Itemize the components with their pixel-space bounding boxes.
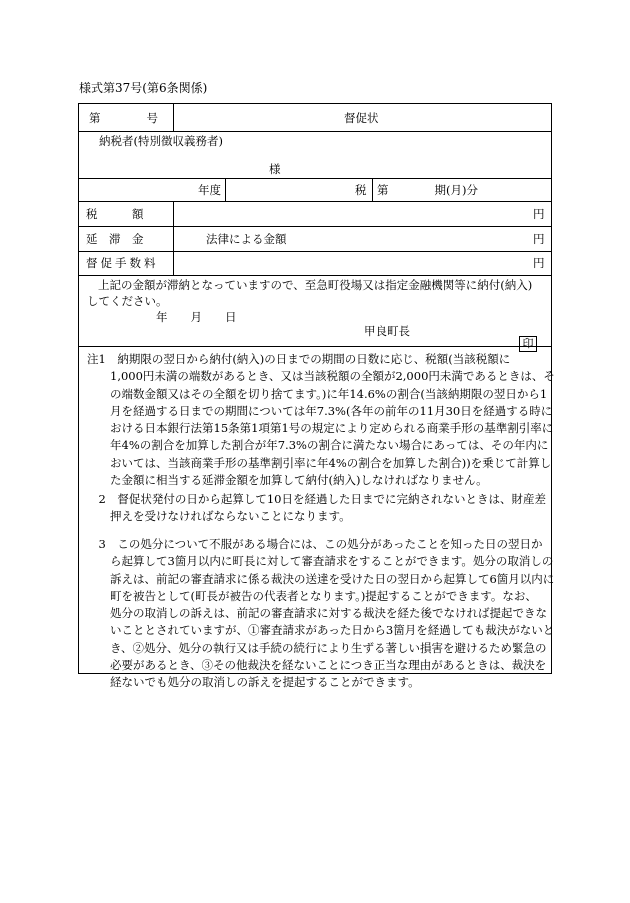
row-divider-delinquency — [79, 251, 551, 252]
taxpayer-label: 納税者(特別徴収義務者) — [99, 134, 223, 148]
col-divider-header — [173, 104, 174, 131]
col-divider-tax — [372, 178, 373, 201]
notice-line-2: してください。 — [87, 294, 168, 308]
col-divider-year — [225, 178, 226, 201]
row-divider-notice — [79, 346, 551, 347]
delinquency-unit: 円 — [533, 232, 545, 246]
delinquency-note: 法律による金額 — [206, 232, 287, 246]
col-divider-amounts — [173, 201, 174, 275]
document-title: 督促状 — [344, 111, 379, 125]
delinquency-label: 延 滞 金 — [86, 232, 144, 246]
fee-unit: 円 — [533, 256, 545, 270]
row-divider-tax — [79, 226, 551, 227]
row-divider-fee — [79, 275, 551, 276]
row-divider-period — [79, 201, 551, 202]
demand-notice-form — [78, 103, 555, 690]
note-3: 3 この処分について不服がある場合には、この処分があったことを知った日の翌日か ら起算して3箇月以内に町長に対して審査請求をすることができます。処分の取消しの 訴えは、前記の審査請求に係る裁決の送達を受けた日の翌日から起算して6箇月以内に 町を被告として(町長が被告の代表者となります。)提起することができます。なお、 処分の取消しの訴えは、前記の審査請求に対する裁決を経た後でなければ提起できな いこととされていますが、①審査請求があった日から3箇月を経過しても裁決がないと き、②処分、処分の執行又は手続の続行により生ずる著しい損害を避けるため緊急の 必要があるとき、③その他裁決を経ないことにつき正当な理由があるときは、裁決を 経ないでも処分の取消しの訴えを提起することができます。 — [98, 537, 555, 690]
notice-date: 年 月 日 — [156, 310, 237, 324]
tax-type-label: 税 — [355, 183, 367, 197]
row-divider-header — [79, 131, 551, 132]
fiscal-year-label: 年度 — [198, 183, 221, 197]
form-number-title: 様式第37号(第6条関係) — [79, 81, 208, 95]
row-divider-taxpayer — [79, 178, 551, 179]
note-1: 注1 納期限の翌日から納付(納入)の日までの期間の日数に応じ、税額(当該税額に 1,000円未満の端数があるとき、又は当該税額の全額が2,000円未満であるときは、そ の端数金額又はその全額を切り捨てます。)に年14.6%の割合(当該納期限の翌日から1 月を経過する日までの期間については年7.3%(各年の前年の11月30日を経過する時に おける日本銀行法第15条第1項第1号の規定により定められる商業手形の基準割引率に 年4%の割合を加算した割合が年7.3%の割合に満たない場合にあっては、その年内に おいては、当該商業手形の基準割引率に年4%の割合を加算した割合))を乗じて計算し た金額に相当する延滞金額を加算して納付(納入)しなければなりません。 — [87, 352, 555, 488]
tax-amount-unit: 円 — [533, 207, 545, 221]
seal-mark: 印 — [519, 336, 537, 352]
taxpayer-honorific: 様 — [269, 162, 281, 176]
notice-line-1: 上記の金額が滞納となっていますので、至急町役場又は指定金融機関等に納付(納入) — [98, 278, 533, 292]
note-2: 2 督促状発付の日から起算して10日を経過した日までに完納されないときは、財産差 押えを受けなければならないことになります。 — [98, 492, 546, 524]
issuer-name: 甲良町長 — [364, 324, 410, 338]
tax-amount-label: 税 額 — [86, 207, 144, 221]
fee-label: 督促手数料 — [86, 256, 159, 270]
number-label: 第 号 — [89, 111, 158, 125]
installment-label: 第 期(月)分 — [377, 183, 478, 197]
